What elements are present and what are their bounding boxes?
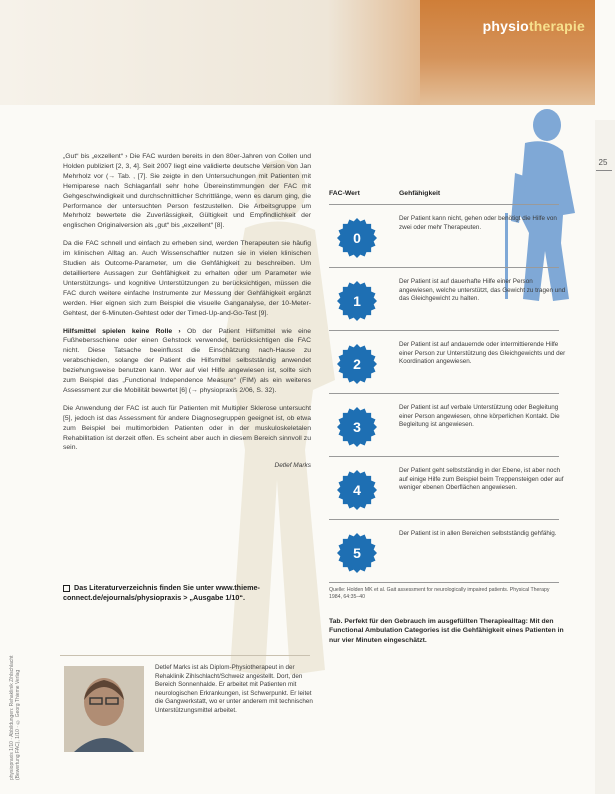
- fac-table-header: [329, 186, 559, 205]
- fac-col-ability-header: Gehfähigkeit: [399, 190, 441, 197]
- fac-description: Der Patient ist auf dauerhafte Hilfe einer Person angewiesen, welche unterstützt, das Gewicht zu tragen und das Gleichgewicht zu halten.: [399, 278, 566, 303]
- fac-table-row: [329, 394, 559, 457]
- fac-table-footnote: Quelle: Holden MK et al. Gait assessment for neurologically impaired patients. Physical Therapy 1984, 64:35–40: [329, 587, 550, 600]
- fac-description: Der Patient ist auf verbale Unterstützung oder Begleitung einer Person angewiesen, ohne körperlichen Kontakt. Die Begleitung ist angewiesen.: [399, 404, 560, 429]
- fac-description: Der Patient kann nicht, gehen oder benötigt die Hilfe von zwei oder mehr Therapeuten.: [399, 215, 557, 231]
- article-paragraph: [63, 327, 311, 396]
- article-paragraph: „Gut“ bis „exzellent“ › Die FAC wurden bereits in den 80er-Jahren von Collen und Holden publiziert [2, 3, 4]. Seit 2007 liegt eine validierte deutsche Version von Jan Mehrholz vor (→ Tab. ‚ [7]. Sie zeigte in den Untersuchungen mit Patienten mit Hemiparese nach Schlaganfall sehr hohe Übereinstimmungen der FAC mit Gehgeschwindigkeit und durchschnittlicher Schrittlänge, wenn es darum ging, die Performance der untersuchten Person festzustellen. Die Arbeitsgruppe um Mehrholz bewertete die Zuverlässigkeit, Gültigkeit und Empfindlichkeit der englischen Originalversion als „gut“ bis „exzellent“ [8].: [63, 153, 311, 230]
- fac-table-row: [329, 331, 566, 394]
- fac-value-badge: [337, 218, 377, 258]
- fac-table-row: [329, 268, 566, 331]
- reference-note-text: Das Literaturverzeichnis finden Sie unter www.thieme-connect.de/ejournals/physiopraxis > „Ausgabe 1/10“.: [63, 583, 260, 602]
- page-number: 25: [598, 158, 608, 167]
- article-paragraph: Die Anwendung der FAC ist auch für Patienten mit Multipler Sklerose untersucht [5], jedoch ist das Assessment für andere Diagnosegruppen geeignet ist, ob etwa zum Beispiel bei multimorbiden Patienten oder in der muskuloskeletalen Rehabilitation ist derzeit offen. Es scheint aber auch in diesem Bereich sinnvoll zu sein.: [63, 404, 311, 452]
- brand-logo: [483, 18, 585, 34]
- reference-note: [63, 583, 313, 603]
- author-signature: Detlef Marks: [274, 462, 311, 470]
- fac-value-badge: [337, 470, 377, 510]
- article-paragraph: Da die FAC schnell und einfach zu erheben sind, werden Therapeuten sie häufig im klinischen Alltag an. Auch Wissenschaftler nutzen sie in vielen klinischen Studien als Outcome-Parameter, um die Gehfähigkeit zu beschreiben. Um detailliertere Aussagen zur Gehfähigkeit zu erhalten oder um Parameter wie Unterstützungs- und kognitive Unterstützungen zu berücksichtigen, müssen die FAC durch weitere einfache Instrumente zur Messung der Gehfähigkeit ergänzt werden. Hier eignen sich zum Beispiel die visuelle Ganganalyse, der 10-Meter-Gehtest, der 6-Minuten-Gehtest oder der Timed-Up-and-Go-Test [9].: [63, 240, 311, 317]
- fac-col-value-header: FAC-Wert: [329, 190, 360, 197]
- fac-value-badge: [337, 407, 377, 447]
- side-credit: physiopraxis 1/10 · Abbildungen: Rehaklinik Zihlschlacht (Bewertung FAC), 1/10 · © Georg Thieme Verlag: [9, 655, 21, 780]
- fac-value: 0: [353, 230, 361, 246]
- fac-description: Der Patient ist auf andauernde oder intermittierende Hilfe einer Person zur Unterstützung des Gleichgewichts und der Koordination angewiesen.: [399, 341, 566, 366]
- author-bio: Detlef Marks ist als Diplom-Physiotherapeut in der Rehaklinik Zihlschlacht/Schweiz angestellt. Dort, den Bereich Sonnenhalde. Er arbeitet mit Patienten mit neurologischen Erkrankungen, ist Schwerpunkt. Er leitet die Gangwerkstatt, wo er unter anderem mit technischen Unterstützungsmittel arbeitet.: [155, 664, 313, 714]
- fac-value-badge: [337, 344, 377, 384]
- fac-table-row: [329, 520, 559, 583]
- brand-part2: therapie: [528, 18, 585, 34]
- fac-value: 3: [353, 419, 361, 435]
- author-photo: [64, 666, 144, 752]
- section-heading: Hilfsmittel spielen keine Rolle ›: [63, 327, 181, 335]
- fac-table-row: [329, 205, 559, 268]
- fac-value: 1: [353, 293, 361, 309]
- fac-value: 4: [353, 482, 361, 498]
- article-paragraph-text: Ob der Patient Hilfsmittel wie eine Fußhebersschiene oder einen Gehstock verwendet, berücksichtigen die FAC nicht. Diese Tatsache beeinflusst die Einschätzung nach-Hause zu verabschieden, solange der Patient die Hilfsmittel selbstständig anwendet beziehungsweise benutzen kann. Wer auf viel Hilfe angewiesen ist, sollte sich zum Beispiel das „Functional Independence Measure“ (FIM) als ein weiteres Assessment zur die Mobilität bewertet [6] (→ physiopraxis 2/06, S. 32).: [63, 327, 311, 394]
- fac-value-badge: [337, 281, 377, 321]
- page-number-rule: [596, 170, 612, 171]
- article-body: [63, 152, 311, 471]
- fac-table: [329, 186, 566, 601]
- square-bullet-icon: [63, 585, 70, 592]
- table-caption: Tab. Perfekt für den Gebrauch im ausgefüllten Therapiealltag: Mit den Functional Ambulation Categories ist die Gehfähigkeit eines Patienten in nur vier Minuten eingeschätzt.: [329, 618, 564, 644]
- page-edge: [595, 120, 615, 794]
- fac-description: Der Patient geht selbstständig in der Ebene, ist aber noch auf einige Hilfe zum Beispiel beim Treppensteigen oder auf weniger ebenen Oberflächen angewiesen.: [399, 467, 564, 492]
- author-box: [60, 655, 313, 756]
- brand-part1: physio: [482, 18, 529, 34]
- fac-value: 2: [353, 356, 361, 372]
- fac-value: 5: [353, 545, 361, 561]
- fac-value-badge: [337, 533, 377, 573]
- fac-table-row: [329, 457, 564, 520]
- header-accent-block: [420, 0, 595, 105]
- fac-description: Der Patient ist in allen Bereichen selbstständig gehfähig.: [399, 530, 557, 537]
